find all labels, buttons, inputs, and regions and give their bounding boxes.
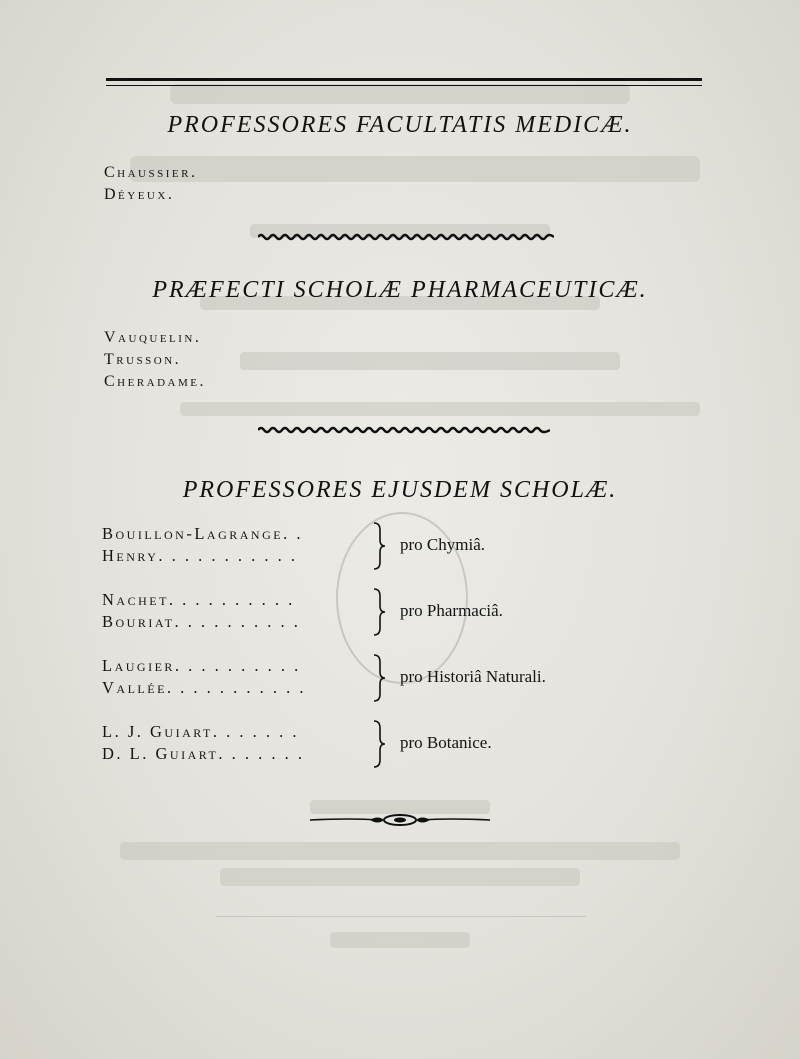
subject-label: pro Botanice.: [400, 733, 492, 752]
brace-icon: [372, 654, 386, 702]
professor-name: Nachet. . . . . . . . . .: [102, 590, 295, 609]
professor-group: [102, 720, 622, 786]
wavy-rule-divider: [258, 426, 550, 434]
brace-icon: [372, 588, 386, 636]
wavy-rule-divider: [258, 233, 554, 241]
faculty-name: Chaussier.: [104, 164, 198, 181]
professors-table: [102, 522, 622, 786]
top-double-rule: [106, 78, 702, 86]
professor-name: L. J. Guiart. . . . . . .: [102, 722, 299, 741]
subject-label: pro Chymiâ.: [400, 535, 485, 554]
professor-group: [102, 522, 622, 588]
professor-name: Henry. . . . . . . . . . .: [102, 546, 298, 565]
professor-name: Bouillon-Lagrange. .: [102, 524, 303, 543]
professor-group: [102, 654, 622, 720]
prefect-name: Trusson.: [104, 351, 182, 368]
ornament-divider: [310, 812, 490, 828]
prefect-name: Vauquelin.: [104, 329, 202, 346]
footer-faint-rule: [216, 916, 586, 917]
subject-label: pro Historiâ Naturali.: [400, 667, 546, 686]
professor-name: Laugier. . . . . . . . . .: [102, 656, 301, 675]
section-heading-prefects: PRÆFECTI SCHOLÆ PHARMACEUTICÆ.: [152, 277, 648, 303]
faculty-names-list: [104, 162, 197, 206]
brace-icon: [372, 522, 386, 570]
section-heading-faculty: PROFESSORES FACULTATIS MEDICÆ.: [167, 112, 633, 138]
brace-icon: [372, 720, 386, 768]
professor-name: Vallée. . . . . . . . . . .: [102, 678, 307, 697]
faculty-name: Déyeux.: [104, 186, 175, 203]
professor-name: Bouriat. . . . . . . . . .: [102, 612, 301, 631]
professor-name: D. L. Guiart. . . . . . .: [102, 744, 305, 763]
subject-label: pro Pharmaciâ.: [400, 601, 503, 620]
professor-group: [102, 588, 622, 654]
section-heading-professors: PROFESSORES EJUSDEM SCHOLÆ.: [182, 477, 618, 503]
prefect-name: Cheradame.: [104, 373, 207, 390]
prefects-names-list: [104, 327, 206, 393]
